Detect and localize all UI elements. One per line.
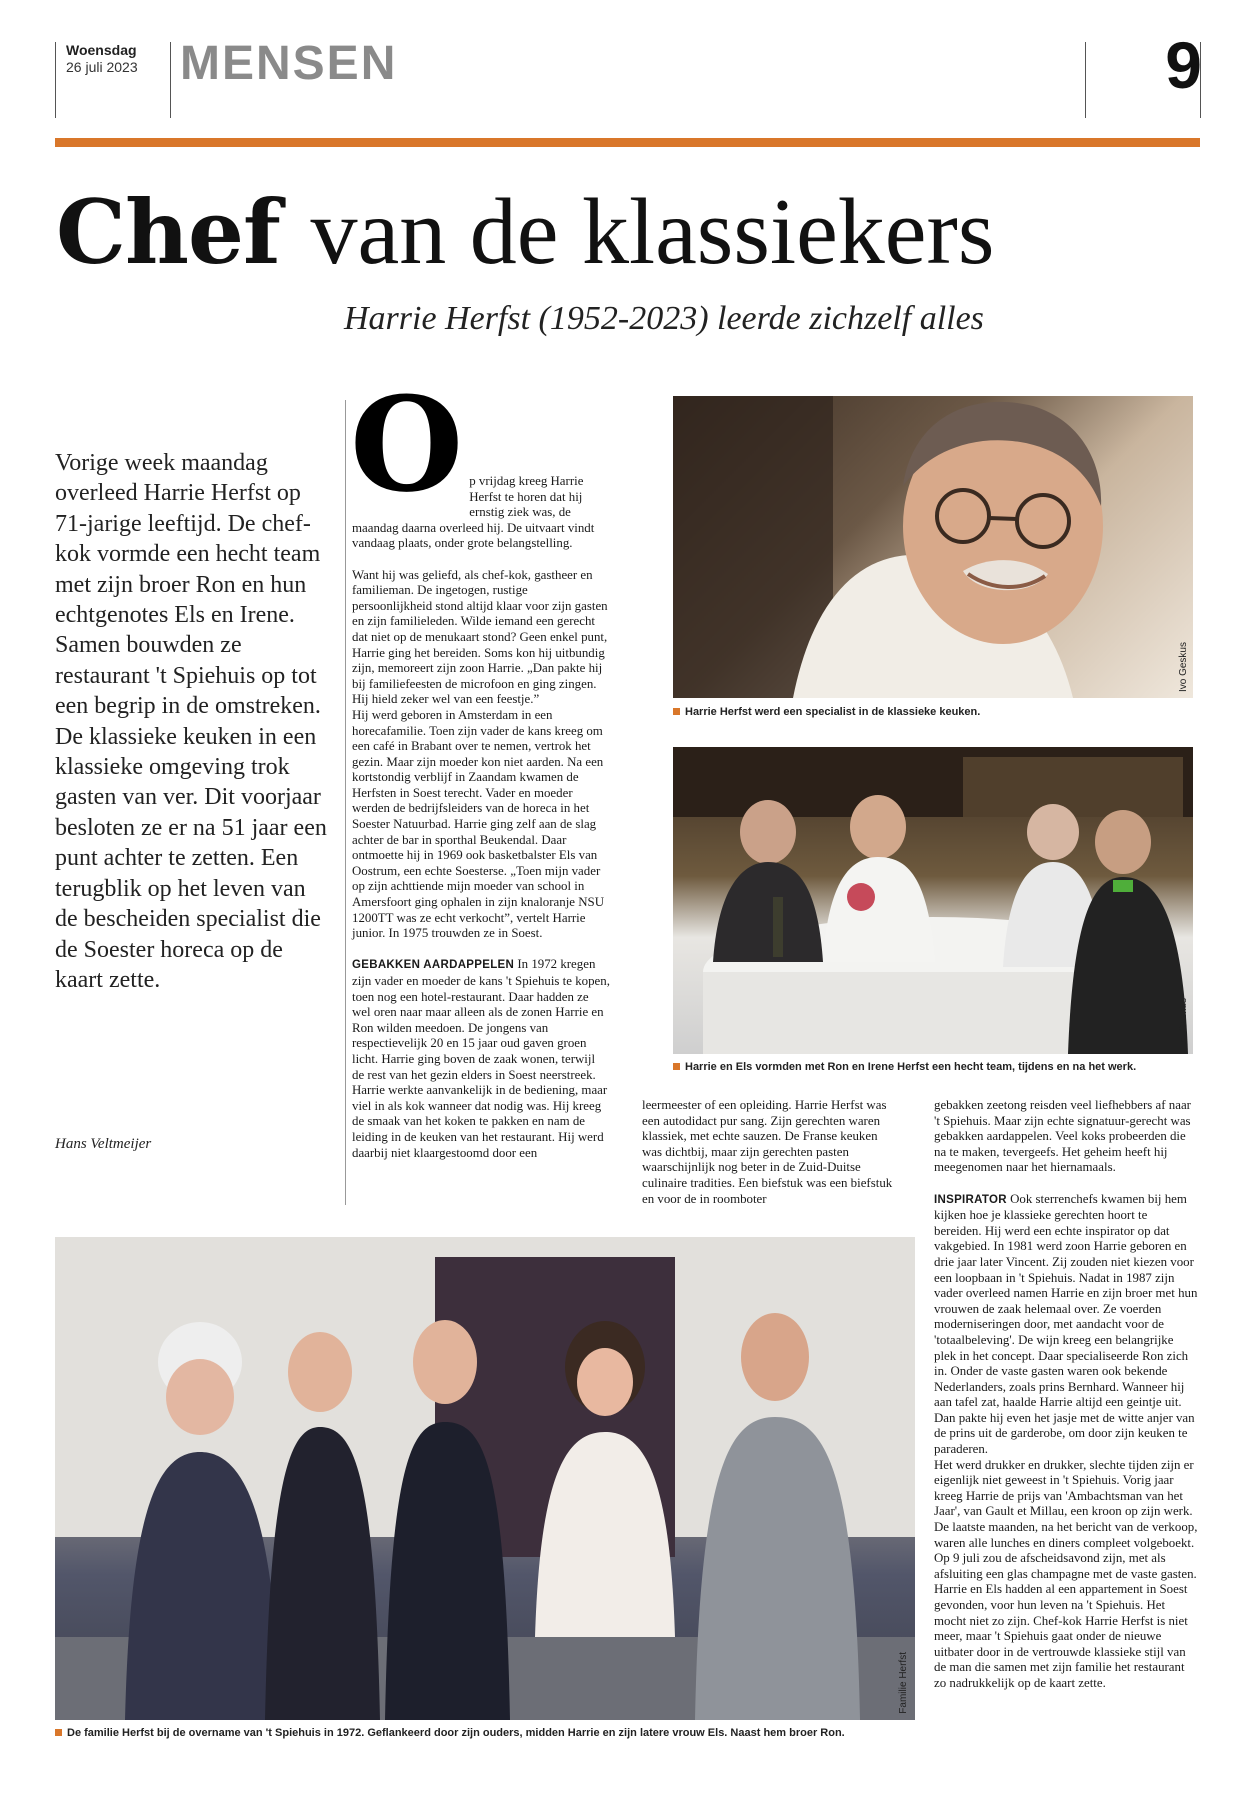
- photo-credit: Familie Herfst: [898, 1652, 909, 1714]
- caption-text: Harrie en Els vormden met Ron en Irene Herfst een hecht team, tijdens en na het werk.: [685, 1061, 1137, 1073]
- family-illustration: [55, 1237, 915, 1720]
- page-number: 9: [1165, 28, 1202, 102]
- issue-date: 26 juli 2023: [66, 59, 138, 75]
- accent-bar: [55, 138, 1200, 147]
- team-photo: [673, 747, 1193, 1054]
- body-column-2: [642, 1098, 900, 1207]
- paragraph: Want hij was geliefd, als chef-kok, gastheer en familieman. De ingetogen, rustige persoonlijkheid stond altijd klaar voor zijn gasten en zijn familieleden. Wilde iemand een gerecht dat niet op de menukaart stond? Geen enkel punt, Harrie ging het bereiden. Soms kon hij uitbundig zijn, memoreert zijn zoon Harrie. „Dan pakte hij bij familiefeesten de microfoon en ging zingen. Hij hield zeker wel van een feestje.”: [352, 567, 608, 707]
- paragraph: [352, 957, 610, 1161]
- subheadline: Harrie Herfst (1952-2023) leerde zichzelf alles: [344, 300, 984, 337]
- header-rule-right: [1085, 42, 1086, 118]
- photo-caption: [673, 706, 980, 718]
- paragraph: p vrijdag kreeg Harrie Herfst te horen dat hij ernstig ziek was, de maandag daarna overleed hij. De uitvaart vindt vandaag plaats, onder grote belangstelling.: [352, 474, 595, 551]
- paragraph: leermeester of een opleiding. Harrie Herfst was een autodidact pur sang. Zijn gerechten waren klassiek, met echte sauzen. De Franse keuken was dichtbij, maar zijn gerechten pasten waarschijnlijk nog beter in de Zuid-Duitse culinaire tradities. Een biefstuk was een biefstuk en voor de in roomboter: [642, 1098, 893, 1206]
- caption-marker: [673, 708, 680, 715]
- paragraph: Het werd drukker en drukker, slechte tijden zijn er eigenlijk niet geweest in 't Spiehuis. Vorig jaar kreeg Harrie de prijs van 'Ambachtsman van het Jaar', van Gault et Millau, een kroon op zijn werk. De laatste maanden, na het bericht van de verkoop, waren alle lunches en diners compleet volgeboekt. Op 9 juli zou de afscheidsavond zijn, met als afsluiting een glas champagne met de vaste gasten. Harrie en Els hadden al een appartement in Soest gevonden, voor hun leven na 't Spiehuis. Het mocht niet zo zijn. Chef-kok Harrie Herfst is niet meer, maar 't Spiehuis gaat onder de nieuwe uitbater door in de vertrouwde klassieke stijl van de man die samen met zijn familie het restaurant zo nadrukkelijk op de kaart zette.: [934, 1457, 1198, 1690]
- headline-bold: Chef: [56, 180, 280, 284]
- drop-cap: O: [350, 368, 464, 521]
- caption-marker: [55, 1729, 62, 1736]
- intro-text: Vorige week maandag overleed Harrie Herfst op 71-jarige leeftijd. De chef-kok vormde een hecht team met zijn broer Ron en hun echtgenotes Els en Irene. Samen bouwden ze restaurant 't Spiehuis op tot een begrip in de omstreken. De klassieke keuken in een klassieke omgeving trok gasten van ver. Dit voorjaar besloten ze er na 51 jaar een punt achter te zetten. Een terugblik op het leven van de bescheiden specialist die de Soester horeca op de kaart zette.: [55, 450, 327, 993]
- caption-text: De familie Herfst bij de overname van 't Spiehuis in 1972. Geflankeerd door zijn ouders, midden Harrie en zijn latere vrouw Els. Naast hem broer Ron.: [67, 1727, 845, 1739]
- kicker-inspirator: INSPIRATOR: [934, 1193, 1007, 1206]
- issue-day: Woensdag: [66, 42, 137, 58]
- caption-marker: [673, 1063, 680, 1070]
- paragraph: gebakken zeetong reisden veel liefhebbers af naar 't Spiehuis. Maar zijn echte signatuur-gerecht was gebakken aardappelen. Veel koks probeerden die na te maken, tevergeefs. Het geheim heeft hij meegenomen naar het hiernamaals.: [934, 1098, 1191, 1175]
- column-rule: [345, 400, 346, 1205]
- kicker-gebakken-aardappelen: GEBAKKEN AARDAPPELEN: [352, 959, 515, 972]
- caption-text: Harrie Herfst werd een specialist in de klassieke keuken.: [685, 706, 981, 718]
- header-rule-left: [55, 42, 56, 118]
- photo-caption: [55, 1727, 845, 1739]
- headline-rest: van de klassiekers: [310, 180, 995, 284]
- body-column-3: [934, 1098, 1198, 1692]
- portrait-photo: [673, 396, 1193, 698]
- section-title: MENSEN: [180, 37, 398, 90]
- header-rule-mid: [170, 42, 171, 118]
- photo-caption: [673, 1061, 1136, 1073]
- paragraph-text: Ook sterrenchefs kwamen bij hem kijken hoe je klassieke gerechten hoort te bereiden. Hij werd een echte inspirator op dat vakgebied. In 1981 werd zoon Harrie geboren en drie jaar later Vincent. Zij zouden niet kiezen voor een loopbaan in 't Spiehuis. Nadat in 1987 zijn vader overleed namen Harrie en zijn broer met hun vrouwen de zaak helemaal over. Ze voerden moderniseringen door, met aandacht voor de 'totaalbeleving'. De wijn kreeg een belangrijke plek in het concept. Daar specialiseerde Ron zich in. Onder de vaste gasten waren ook bekende Nederlanders, zoals prins Bernhard. Wanneer hij aan tafel zat, haalde Harrie altijd een geintje uit. Dan pakte hij even het jasje met de witte anjer van de prins uit de garderobe, om door zijn keuken te paraderen.: [934, 1191, 1198, 1457]
- paragraph-text: In 1972 kregen zijn vader en moeder de kans 't Spiehuis te kopen, toen nog een hotel-restaurant. Daar hadden ze wel oren naar maar alleen als de zonen Harrie en Ron wilden meedoen. De jongens van respectievelijk 20 en 15 jaar oud gaven groen licht. Harrie ging boven de zaak wonen, terwijl de rest van het gezin elders in Soest neerstreek. Harrie werkte aanvankelijk in de bediening, maar viel in als kok wanneer dat nodig was. Hij kreeg de smaak van het koken te pakken en nam de leiding in de keuken van het restaurant. Hij werd daarbij niet klaargestoomd door een: [352, 957, 610, 1160]
- byline: Hans Veltmeijer: [55, 1136, 152, 1152]
- portrait-illustration: [673, 396, 1193, 698]
- team-illustration: [673, 747, 1193, 1054]
- body-column-1: [350, 368, 610, 1161]
- paragraph: Hij werd geboren in Amsterdam in een horecafamilie. Toen zijn vader de kans kreeg om een café in Brabant over te nemen, vertrok het gezin. Maar zijn moeder kon niet aarden. Na een kortstondig verblijf in Zaandam kwamen de Herfsten in Soest terecht. Vader en moeder werden de bedrijfsleiders van de horeca in het Soester Natuurbad. Harrie ging zelf aan de slag achter de bar in sporthal Beukendal. Daar ontmoette hij in 1969 ook basketbalster Els van Oostrum, een echte Soesterse. „Toen mijn vader op zijn achttiende mijn moeder van school in Amersfoort ging ophalen in zijn knaloranje NSU 1200TT was ze echt verkocht”, vertelt Harrie junior. In 1975 trouwden ze in Soest.: [352, 707, 605, 941]
- paragraph: [934, 1192, 1198, 1458]
- photo-credit: Ivo Geskus: [1178, 641, 1189, 692]
- photo-credit: Ivo Geskus: [1178, 997, 1189, 1048]
- headline: [56, 180, 995, 284]
- family-photo: [55, 1237, 915, 1720]
